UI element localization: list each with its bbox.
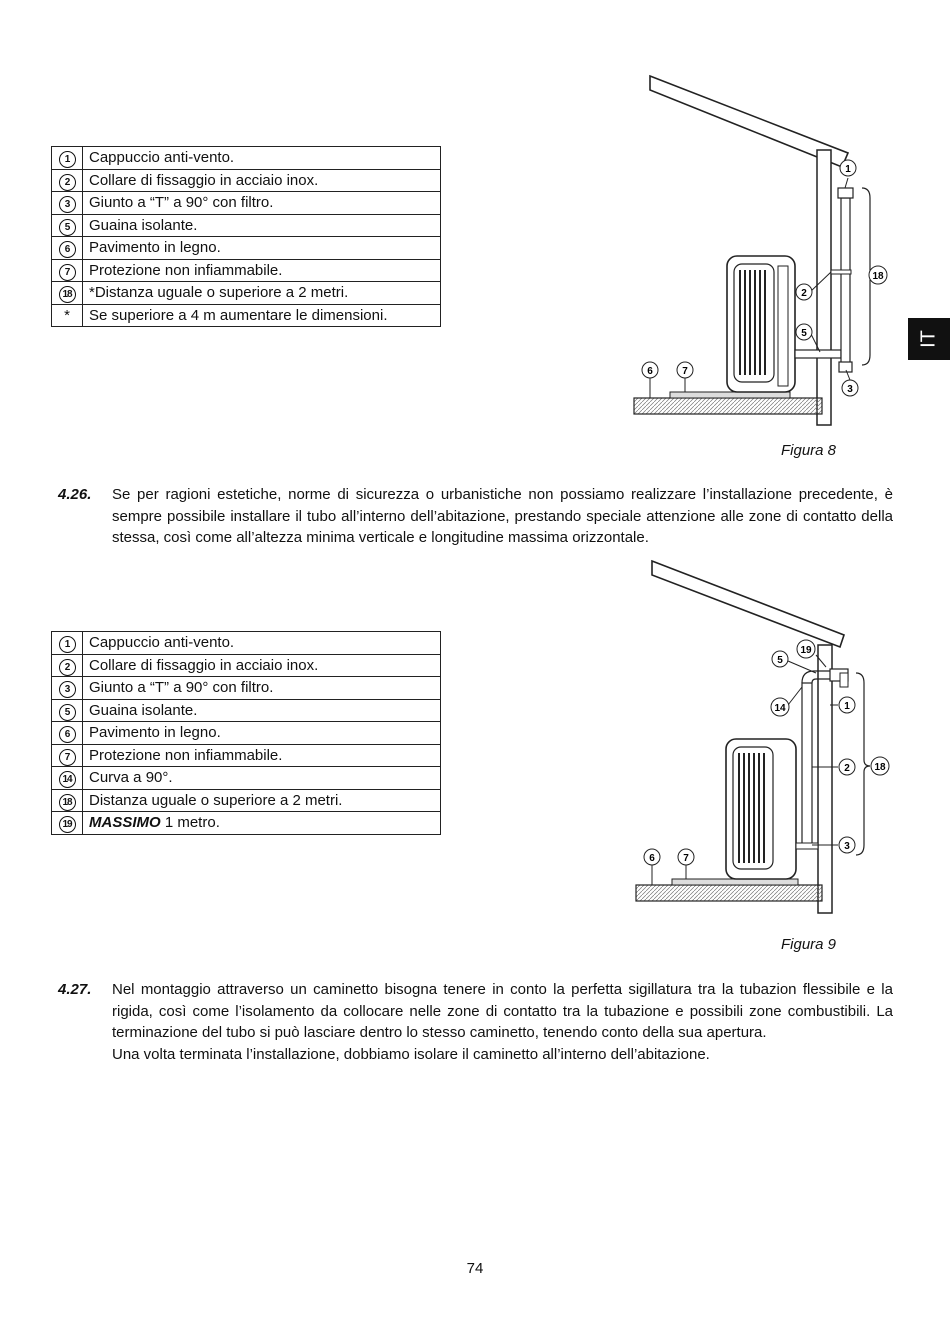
legend-number-badge: 2 bbox=[59, 659, 76, 676]
callout-14: 14 bbox=[774, 703, 786, 714]
legend-text-value: Distanza uguale o superiore a 2 metri. bbox=[89, 791, 343, 809]
legend-row bbox=[52, 282, 441, 305]
legend-text bbox=[83, 214, 441, 237]
legend-text-value: Collare di fissaggio in acciaio inox. bbox=[89, 656, 319, 674]
legend-text-value: Giunto a “T” a 90° con filtro. bbox=[89, 679, 274, 697]
legend-text-value: Collare di fissaggio in acciaio inox. bbox=[89, 171, 319, 189]
legend-number-badge: 7 bbox=[59, 264, 76, 281]
legend-number-badge: 6 bbox=[59, 726, 76, 743]
legend-text bbox=[83, 282, 441, 305]
legend-text bbox=[83, 304, 441, 327]
callout-6: 6 bbox=[649, 853, 655, 864]
callout-5: 5 bbox=[801, 328, 807, 339]
legend-row bbox=[52, 214, 441, 237]
legend-text-emphasis: MASSIMO bbox=[89, 814, 161, 832]
callout-2: 2 bbox=[801, 288, 807, 299]
roof bbox=[652, 561, 844, 647]
wall bbox=[818, 645, 832, 913]
legend-row bbox=[52, 304, 441, 327]
legend-table-figure9 bbox=[51, 631, 441, 835]
legend-text-value: Giunto a “T” a 90° con filtro. bbox=[89, 194, 274, 212]
figure8-diagram bbox=[630, 70, 900, 430]
language-tab bbox=[908, 318, 950, 360]
legend-text-value: Cappuccio anti-vento. bbox=[89, 634, 235, 652]
legend-row bbox=[52, 789, 441, 812]
section-text: Nel montaggio attraverso un caminetto bisogna tenere in conto la perfetta sigillatura tra la tubazion flessibile e la rigida, così come l’isolamento da collocare nelle zone di contatto tra la tubazione e possibili zone combustibili. La terminazione del tubo si può lasciare dentro lo stesso caminetto, tenendo conto della sua apertura. bbox=[112, 981, 893, 1041]
legend-number-badge: 14 bbox=[59, 771, 76, 788]
page-number: 74 bbox=[466, 1260, 484, 1277]
stove bbox=[726, 739, 796, 879]
inner-vertical-pipe bbox=[802, 683, 812, 847]
legend-text-value: Guaina isolante. bbox=[89, 216, 198, 234]
legend-row bbox=[52, 169, 441, 192]
legend-text-value: Pavimento in legno. bbox=[89, 724, 221, 742]
callout-1: 1 bbox=[845, 164, 851, 175]
section-text-2: Una volta terminata l’installazione, dobbiamo isolare il caminetto all’interno dell’abitazione. bbox=[112, 1045, 710, 1063]
hearth-pad bbox=[672, 879, 798, 885]
legend-text bbox=[83, 192, 441, 215]
legend-text bbox=[83, 654, 441, 677]
callout-7: 7 bbox=[683, 853, 689, 864]
legend-text bbox=[83, 767, 441, 790]
legend-text bbox=[83, 789, 441, 812]
callout-1: 1 bbox=[844, 701, 850, 712]
legend-number-badge: 1 bbox=[59, 636, 76, 653]
section-number: 4.27. bbox=[58, 981, 92, 998]
legend-text-value: Protezione non infiammabile. bbox=[89, 261, 283, 279]
legend-table-figure8 bbox=[51, 146, 441, 327]
legend-number-badge: 6 bbox=[59, 241, 76, 258]
figure8-caption: Figura 8 bbox=[781, 442, 837, 459]
legend-row bbox=[52, 237, 441, 260]
callout-6: 6 bbox=[647, 366, 653, 377]
legend-text bbox=[83, 722, 441, 745]
section-text: Se per ragioni estetiche, norme di sicurezza o urbanistiche non possiamo realizzare l’installazione precedente, è sempre possibile installare il tubo all’interno dell’abitazione, prestando speciale attenzione alle zone di contatto della stessa, così come all’altezza minima verticale e longitudine massima orizzontale. bbox=[112, 486, 893, 546]
callout-3: 3 bbox=[847, 384, 853, 395]
section-4-26 bbox=[58, 484, 893, 549]
legend-row bbox=[52, 192, 441, 215]
callout-7: 7 bbox=[682, 366, 688, 377]
legend-text-value: Guaina isolante. bbox=[89, 701, 198, 719]
callout-19: 19 bbox=[800, 645, 812, 656]
legend-number-badge: 2 bbox=[59, 174, 76, 191]
legend-row bbox=[52, 812, 441, 835]
legend-text-value: Pavimento in legno. bbox=[89, 239, 221, 257]
callout-2: 2 bbox=[844, 763, 850, 774]
legend-text bbox=[83, 812, 441, 835]
hearth-pad bbox=[670, 392, 790, 398]
legend-number-badge: 19 bbox=[59, 816, 76, 833]
callout-5: 5 bbox=[777, 655, 783, 666]
legend-number-badge: 1 bbox=[59, 151, 76, 168]
legend-text-value: 1 metro. bbox=[160, 814, 220, 832]
callout-18: 18 bbox=[874, 762, 886, 773]
legend-text-value: Se superiore a 4 m aumentare le dimensioni. bbox=[89, 306, 388, 324]
legend-text-value: Protezione non infiammabile. bbox=[89, 746, 283, 764]
legend-row bbox=[52, 677, 441, 700]
legend-row bbox=[52, 632, 441, 655]
asterisk-marker: * bbox=[64, 306, 70, 324]
legend-number-badge: 3 bbox=[59, 681, 76, 698]
legend-text bbox=[83, 169, 441, 192]
legend-text bbox=[83, 237, 441, 260]
floor bbox=[634, 398, 822, 414]
legend-number-badge: 18 bbox=[59, 794, 76, 811]
legend-row bbox=[52, 259, 441, 282]
legend-text bbox=[83, 632, 441, 655]
figure9-diagram bbox=[630, 555, 900, 920]
callout-3: 3 bbox=[844, 841, 850, 852]
language-tab-label: IT bbox=[917, 330, 940, 348]
legend-number-badge: 18 bbox=[59, 286, 76, 303]
legend-row bbox=[52, 744, 441, 767]
legend-row bbox=[52, 699, 441, 722]
floor bbox=[636, 885, 822, 901]
legend-row bbox=[52, 767, 441, 790]
legend-text-value: Cappuccio anti-vento. bbox=[89, 149, 235, 167]
legend-text bbox=[83, 677, 441, 700]
legend-number-badge: 3 bbox=[59, 196, 76, 213]
legend-row bbox=[52, 654, 441, 677]
vertical-pipe bbox=[841, 198, 850, 364]
section-4-27 bbox=[58, 979, 893, 1065]
legend-row bbox=[52, 147, 441, 170]
legend-text bbox=[83, 259, 441, 282]
figure9-caption: Figura 9 bbox=[781, 936, 837, 953]
legend-text bbox=[83, 147, 441, 170]
wall bbox=[817, 150, 831, 425]
legend-text-value: Curva a 90°. bbox=[89, 769, 173, 787]
legend-text bbox=[83, 744, 441, 767]
horizontal-pipe bbox=[795, 350, 841, 358]
legend-number-badge: 5 bbox=[59, 219, 76, 236]
legend-text-value: *Distanza uguale o superiore a 2 metri. bbox=[89, 284, 349, 302]
legend-number-badge: 7 bbox=[59, 749, 76, 766]
section-number: 4.26. bbox=[58, 486, 92, 503]
callout-18: 18 bbox=[872, 271, 884, 282]
legend-text bbox=[83, 699, 441, 722]
legend-number-badge: 5 bbox=[59, 704, 76, 721]
legend-row bbox=[52, 722, 441, 745]
